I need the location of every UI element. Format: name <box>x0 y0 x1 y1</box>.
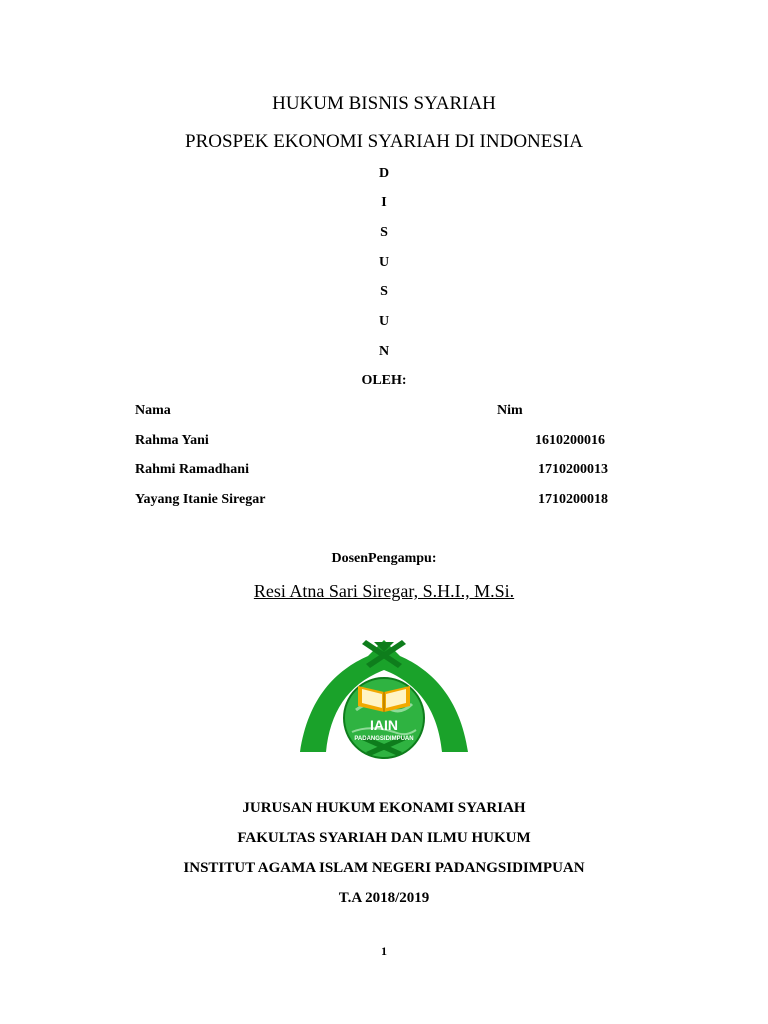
member-name: Rahma Yani <box>135 433 209 448</box>
lecturer-label: DosenPengampu: <box>331 551 437 566</box>
logo-text-main: IAIN <box>370 717 398 733</box>
institution-line: JURUSAN HUKUM EKONAMI SYARIAH <box>242 800 526 816</box>
member-nim: 1710200018 <box>538 492 608 507</box>
document-title: HUKUM BISNIS SYARIAH <box>272 93 496 114</box>
document-subtitle: PROSPEK EKONOMI SYARIAH DI INDONESIA <box>185 131 583 152</box>
oleh-label: OLEH: <box>361 373 407 388</box>
academic-year: T.A 2018/2019 <box>338 890 430 906</box>
page-number: 1 <box>381 944 387 958</box>
member-name: Rahmi Ramadhani <box>135 462 249 477</box>
vertical-letter: D <box>378 166 390 181</box>
nim-column-header: Nim <box>497 403 523 418</box>
lecturer-name: Resi Atna Sari Siregar, S.H.I., M.Si. <box>253 581 515 601</box>
member-nim: 1710200013 <box>538 462 608 477</box>
vertical-letter: I <box>381 195 387 210</box>
iain-padangsidimpuan-logo <box>296 640 472 760</box>
member-nim: 1610200016 <box>535 433 605 448</box>
member-name: Yayang Itanie Siregar <box>135 492 266 507</box>
vertical-letter: U <box>378 255 390 270</box>
vertical-letter: S <box>380 284 388 299</box>
vertical-letter: S <box>380 225 388 240</box>
vertical-letter: U <box>378 314 390 329</box>
institution-line: FAKULTAS SYARIAH DAN ILMU HUKUM <box>237 830 531 846</box>
logo-text-sub: PADANGSIDIMPUAN <box>354 736 414 742</box>
institution-line: INSTITUT AGAMA ISLAM NEGERI PADANGSIDIMPUAN <box>183 860 585 876</box>
name-column-header: Nama <box>135 403 171 418</box>
vertical-letter: N <box>378 344 390 359</box>
